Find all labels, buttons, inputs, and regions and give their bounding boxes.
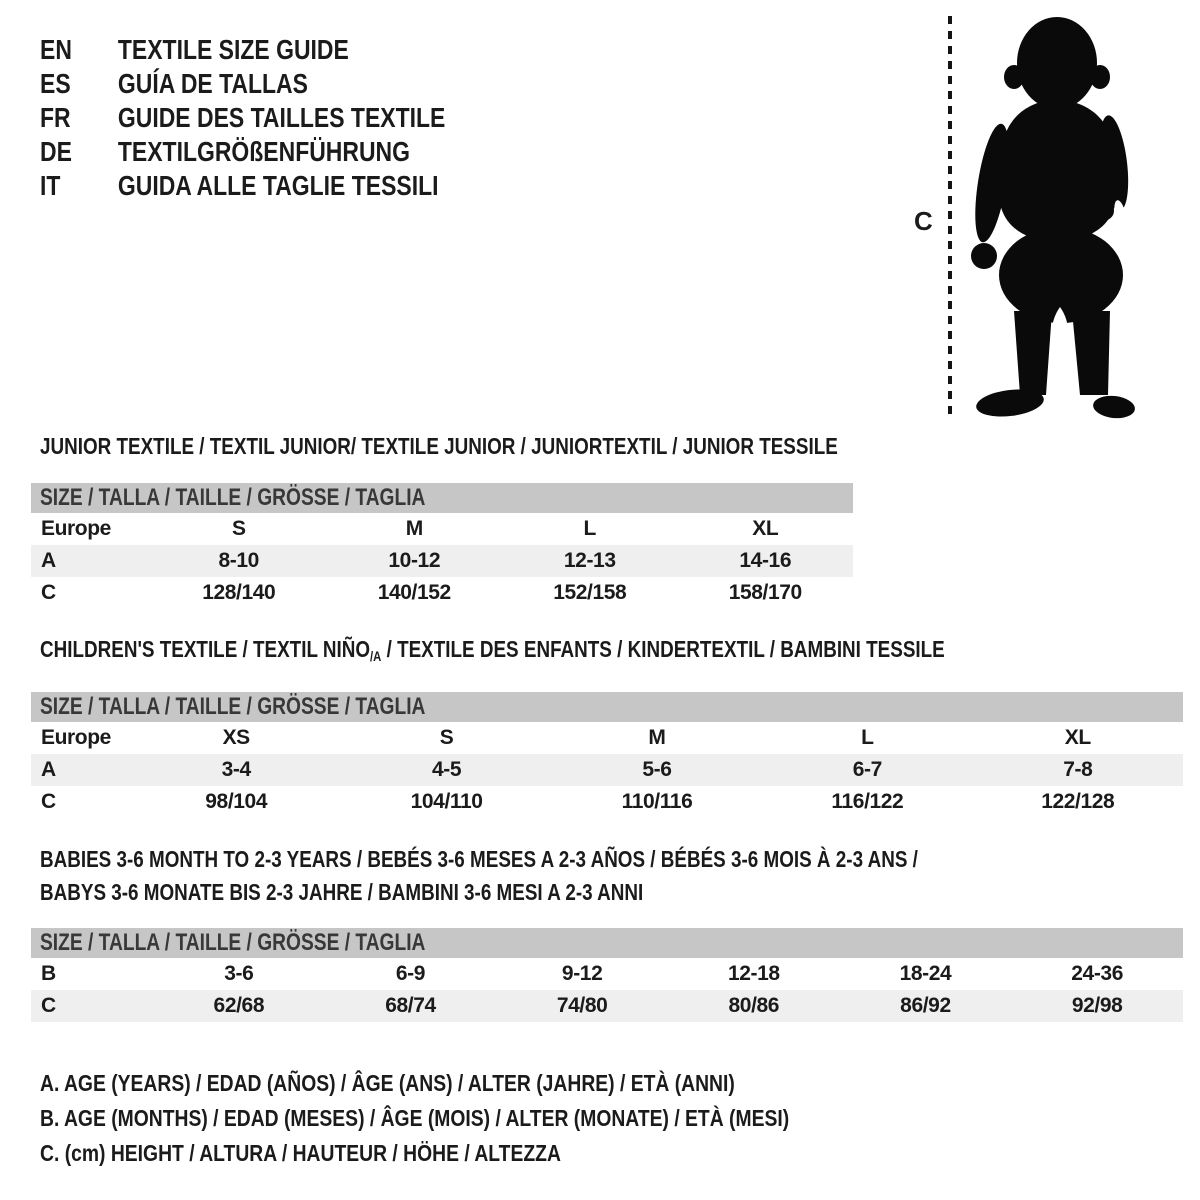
size-header-band xyxy=(31,483,853,513)
guide-title: TEXTILE SIZE GUIDE xyxy=(117,34,349,65)
junior-section-title xyxy=(40,431,1013,461)
row-label: A xyxy=(31,545,151,577)
children-section-title-text xyxy=(40,634,945,672)
size-cell: 18-24 xyxy=(899,962,952,985)
legend-line-a: A. AGE (YEARS) / EDAD (AÑOS) / ÂGE (ANS) / ALTER (JAHRE) / ETÀ (ANNI) xyxy=(40,1070,735,1096)
row-label: C xyxy=(41,790,56,813)
junior-size-table xyxy=(31,483,853,609)
size-cell: 122/128 xyxy=(1041,790,1115,813)
size-cell: XL xyxy=(1064,726,1091,749)
language-code: FR xyxy=(40,102,71,133)
height-measure-label: C xyxy=(914,206,933,236)
height-measure-dashed-line xyxy=(948,16,952,418)
size-cell: 110/116 xyxy=(621,790,693,813)
size-cell: M xyxy=(405,517,423,540)
size-header-text: SIZE / TALLA / TAILLE / GRÖSSE / TAGLIA xyxy=(40,484,426,511)
table-row xyxy=(31,722,1183,754)
table-row xyxy=(31,545,853,577)
size-cell: 5-6 xyxy=(552,754,762,786)
size-header-text: SIZE / TALLA / TAILLE / GRÖSSE / TAGLIA xyxy=(40,693,426,720)
legend-line-b: B. AGE (MONTHS) / EDAD (MESES) / ÂGE (MOIS) / ALTER (MONATE) / ETÀ (MESI) xyxy=(40,1105,790,1131)
size-cell: S xyxy=(231,517,246,540)
legend-line-c: C. (cm) HEIGHT / ALTURA / HAUTEUR / HÖHE / ALTEZZA xyxy=(40,1140,561,1166)
size-cell: 92/98 xyxy=(1011,990,1183,1022)
size-cell: XS xyxy=(222,726,250,749)
row-label: Europe xyxy=(41,726,111,749)
table-header-row xyxy=(31,692,1183,722)
size-cell: 7-8 xyxy=(973,754,1183,786)
language-row xyxy=(40,101,445,135)
children-size-table xyxy=(31,692,1183,818)
table-header-row xyxy=(31,928,1183,958)
children-section-title xyxy=(40,634,1143,672)
toddler-silhouette-image xyxy=(962,13,1148,423)
language-code: IT xyxy=(40,170,61,201)
size-cell: 8-10 xyxy=(151,545,327,577)
measurement-legend xyxy=(40,1066,932,1171)
size-cell: 68/74 xyxy=(325,990,497,1022)
table-row xyxy=(31,513,853,545)
size-cell: 104/110 xyxy=(410,790,483,813)
size-cell: 128/140 xyxy=(202,581,276,604)
size-cell: 140/152 xyxy=(377,581,451,604)
babies-title-line1: BABIES 3-6 MONTH TO 2-3 YEARS / BEBÉS 3-6 MESES A 2-3 AÑOS / BÉBÉS 3-6 MOIS À 2-3 ANS / xyxy=(40,846,918,872)
size-header-text: SIZE / TALLA / TAILLE / GRÖSSE / TAGLIA xyxy=(40,929,426,956)
row-label: A xyxy=(31,754,131,786)
size-cell: 24-36 xyxy=(1071,962,1123,985)
language-code: EN xyxy=(40,34,72,65)
size-cell: 86/92 xyxy=(840,990,1012,1022)
size-cell: 74/80 xyxy=(496,990,668,1022)
size-header-band xyxy=(31,928,1183,958)
babies-size-table xyxy=(31,928,1183,1022)
language-row xyxy=(40,135,445,169)
babies-section-title xyxy=(40,843,1111,909)
size-cell: 14-16 xyxy=(678,545,854,577)
table-row xyxy=(31,958,1183,990)
language-row xyxy=(40,67,445,101)
language-row xyxy=(40,169,445,203)
size-cell: 158/170 xyxy=(728,581,802,604)
size-cell: 10-12 xyxy=(327,545,503,577)
language-code: DE xyxy=(40,136,72,167)
size-cell: 12-18 xyxy=(727,962,780,985)
table-row xyxy=(31,577,853,609)
table-row xyxy=(31,786,1183,818)
size-cell: 3-6 xyxy=(224,962,254,985)
size-cell: 6-9 xyxy=(395,962,426,985)
children-title-post: / TEXTILE DES ENFANTS / KINDERTEXTIL / BAMBINI TESSILE xyxy=(381,636,945,662)
size-cell: 3-4 xyxy=(131,754,341,786)
size-cell: L xyxy=(861,726,874,749)
language-row xyxy=(40,33,445,67)
size-cell: M xyxy=(648,726,666,749)
table-row xyxy=(31,754,1183,786)
size-cell: 152/158 xyxy=(553,581,627,604)
size-cell: XL xyxy=(752,517,779,540)
guide-title: GUIDE DES TAILLES TEXTILE xyxy=(117,102,446,133)
size-cell: S xyxy=(439,726,454,749)
language-title-list xyxy=(40,33,445,203)
table-header-row xyxy=(31,483,853,513)
size-cell: 62/68 xyxy=(153,990,325,1022)
size-cell: 116/122 xyxy=(831,790,904,813)
size-cell: 98/104 xyxy=(205,790,268,813)
row-label: C xyxy=(41,581,56,604)
junior-section-title-text: JUNIOR TEXTILE / TEXTIL JUNIOR/ TEXTILE JUNIOR / JUNIORTEXTIL / JUNIOR TESSILE xyxy=(40,433,838,459)
children-title-pre: CHILDREN'S TEXTILE / TEXTIL NIÑO xyxy=(40,636,371,662)
size-cell: 80/86 xyxy=(668,990,840,1022)
size-cell: L xyxy=(583,517,596,540)
size-cell: 4-5 xyxy=(341,754,551,786)
table-row xyxy=(31,990,1183,1022)
size-cell: 6-7 xyxy=(762,754,972,786)
babies-title-line2: BABYS 3-6 MONATE BIS 2-3 JAHRE / BAMBINI 3-6 MESI A 2-3 ANNI xyxy=(40,879,644,905)
size-header-band xyxy=(31,692,1183,722)
children-title-subscript: /A xyxy=(370,648,382,664)
language-code: ES xyxy=(40,68,71,99)
size-cell: 9-12 xyxy=(561,962,603,985)
row-label: C xyxy=(31,990,153,1022)
guide-title: TEXTILGRÖßENFÜHRUNG xyxy=(117,136,410,167)
guide-title: GUÍA DE TALLAS xyxy=(117,68,308,99)
size-cell: 12-13 xyxy=(502,545,678,577)
row-label: Europe xyxy=(41,517,111,540)
row-label: B xyxy=(41,962,56,985)
guide-title: GUIDA ALLE TAGLIE TESSILI xyxy=(117,170,439,201)
